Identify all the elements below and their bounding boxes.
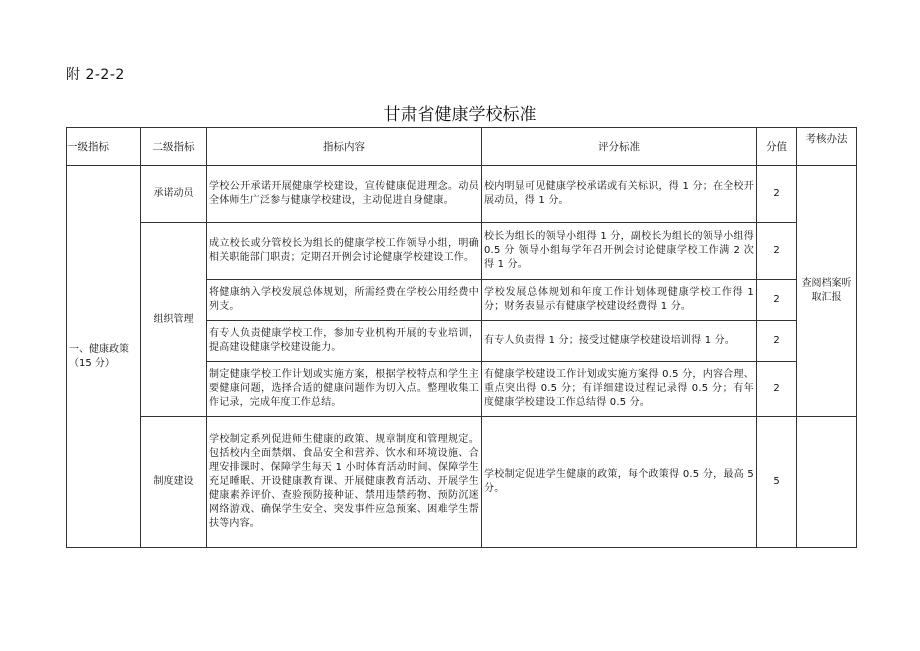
table-row bbox=[67, 223, 857, 280]
level1-cell bbox=[67, 166, 141, 548]
score-cell: 2 bbox=[757, 280, 797, 321]
header-content: 指标内容 bbox=[207, 128, 482, 166]
header-criteria: 评分标准 bbox=[482, 128, 757, 166]
header-level2: 二级指标 bbox=[141, 128, 207, 166]
level1-points: （15 分） bbox=[69, 357, 115, 369]
content-cell: 学校公开承诺开展健康学校建设，宣传健康促进理念。动员全体师生广泛参与健康学校建设，主动促进自身健康。 bbox=[207, 166, 482, 223]
score-cell: 2 bbox=[757, 321, 797, 362]
header-score: 分值 bbox=[757, 128, 797, 166]
criteria-cell: 学校制定促进学生健康的政策，每个政策得 0.5 分，最高 5 分。 bbox=[482, 417, 757, 548]
criteria-cell: 有健康学校建设工作计划或实施方案得 0.5 分，内容合理、重点突出得 0.5 分；有详细建设过程记录得 0.5 分；有年度健康学校建设工作总结得 0.5 分。 bbox=[482, 362, 757, 417]
criteria-cell: 有专人负责得 1 分；接受过健康学校建设培训得 1 分。 bbox=[482, 321, 757, 362]
score-cell: 5 bbox=[757, 417, 797, 548]
header-row bbox=[67, 128, 857, 166]
table-row bbox=[67, 166, 857, 223]
header-level1: 一级指标 bbox=[67, 128, 141, 166]
criteria-cell: 校长为组长的领导小组得 1 分，副校长为组长的领导小组得 0.5 分 领导小组每学年召开例会讨论健康学校工作满 2 次得 1 分。 bbox=[482, 223, 757, 280]
document-title: 甘肃省健康学校标准 bbox=[383, 105, 537, 125]
criteria-cell: 校内明显可见健康学校承诺或有关标识，得 1 分；在全校开展动员，得 1 分。 bbox=[482, 166, 757, 223]
method-empty-cell bbox=[797, 417, 857, 548]
annex-label: 附 2-2-2 bbox=[66, 67, 125, 83]
header-method: 考核办法 bbox=[797, 128, 857, 166]
level2-commit: 承诺动员 bbox=[141, 166, 207, 223]
content-cell: 将健康纳入学校发展总体规划，所需经费在学校公用经费中列支。 bbox=[207, 280, 482, 321]
level1-name: 一、健康政策 bbox=[69, 343, 129, 355]
level2-org: 组织管理 bbox=[141, 223, 207, 417]
content-cell: 制定健康学校工作计划或实施方案，根据学校特点和学生主要健康问题，选择合适的健康问题作为切入点。整理收集工作记录，完成年度工作总结。 bbox=[207, 362, 482, 417]
criteria-cell: 学校发展总体规划和年度工作计划体现健康学校工作得 1 分；财务表显示有健康学校建设经费得 1 分。 bbox=[482, 280, 757, 321]
content-cell: 学校制定系列促进师生健康的政策、规章制度和管理规定。包括校内全面禁烟、食品安全和营养、饮水和环境设施、合理安排课时、保障学生每天 1 小时体育活动时间、保障学生充足睡眠、开设健康教育课、开展健康教育活动、开展学生健康素养评价、查验预防接种证、禁用违禁药物、预防沉迷网络游戏、确保学生安全、突发事件应急预案、困难学生帮扶等内容。 bbox=[207, 417, 482, 548]
content-cell: 成立校长或分管校长为组长的健康学校工作领导小组，明确相关职能部门职责；定期召开例会讨论健康学校建设工作。 bbox=[207, 223, 482, 280]
score-cell: 2 bbox=[757, 223, 797, 280]
score-cell: 2 bbox=[757, 166, 797, 223]
score-cell: 2 bbox=[757, 362, 797, 417]
level2-system: 制度建设 bbox=[141, 417, 207, 548]
table-row bbox=[67, 417, 857, 548]
standards-table bbox=[66, 127, 857, 548]
content-cell: 有专人负责健康学校工作，参加专业机构开展的专业培训，提高建设健康学校建设能力。 bbox=[207, 321, 482, 362]
method-cell: 查阅档案听取汇报 bbox=[797, 166, 857, 417]
